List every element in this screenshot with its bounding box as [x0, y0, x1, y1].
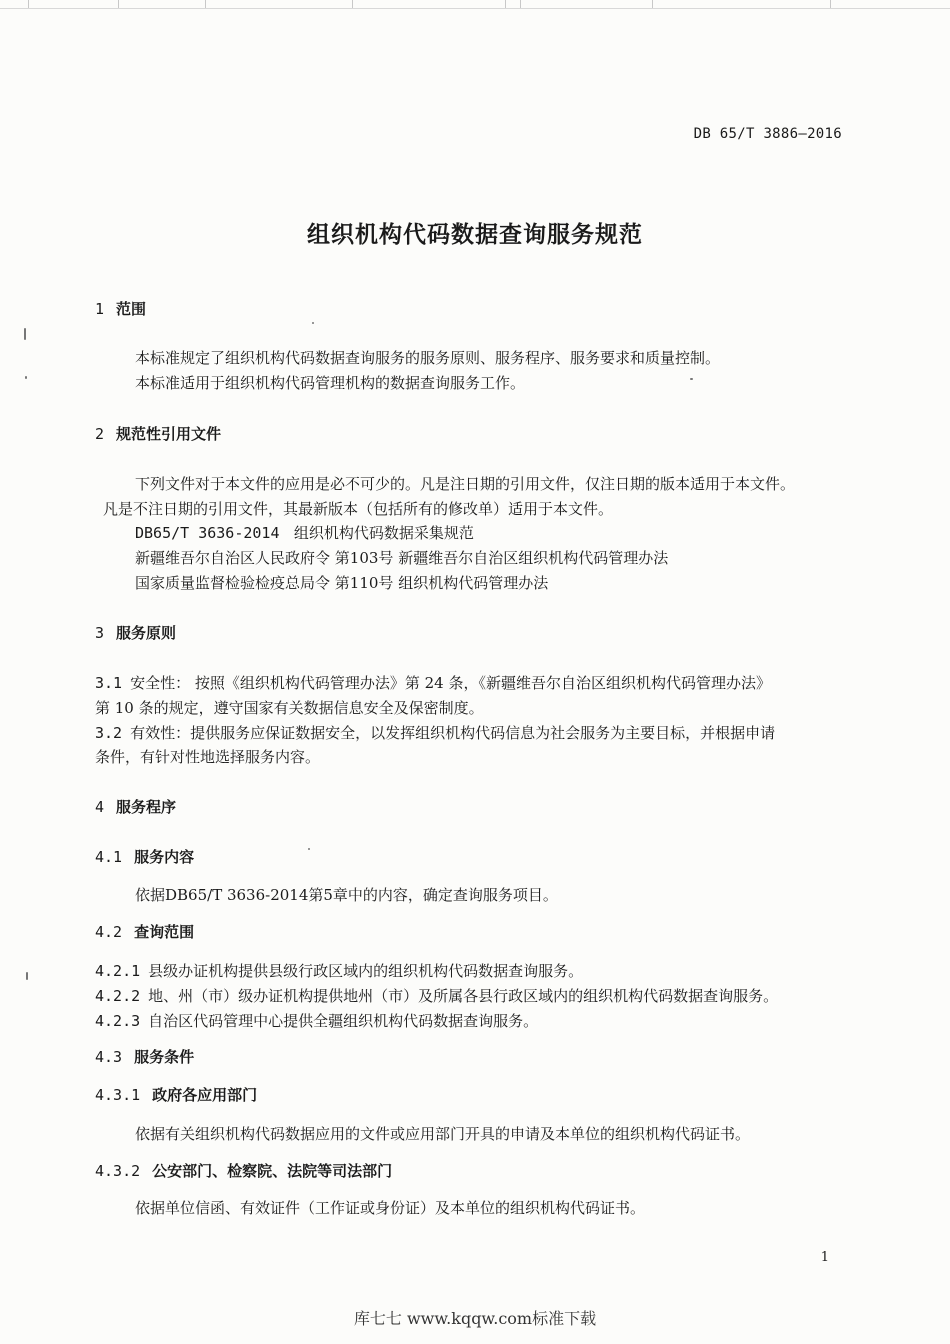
section-1-paragraph-1: 本标准规定了组织机构代码数据查询服务的服务原则、服务程序、服务要求和质量控制。 — [135, 349, 721, 367]
page-title: 组织机构代码数据查询服务规范 — [307, 222, 643, 248]
scan-speck — [312, 322, 314, 324]
clause-4-2-1: 4.2.1 县级办证机构提供县级行政区域内的组织机构代码数据查询服务。 — [95, 962, 584, 980]
subsection-4-3-1-heading: 4.3.1 政府各应用部门 — [95, 1086, 258, 1104]
section-1-heading: 1 范围 — [95, 300, 147, 318]
clause-3-1-line-2: 第 10 条的规定，遵守国家有关数据信息安全及保密制度。 — [95, 699, 484, 717]
watermark-footer: 库七七 www.kqqw.com标准下载 — [353, 1309, 597, 1328]
page-number: 1 — [820, 1250, 829, 1265]
section-4-heading: 4 服务程序 — [95, 798, 177, 816]
subsection-4-3-2-heading: 4.3.2 公安部门、检察院、法院等司法部门 — [95, 1162, 393, 1180]
clause-3-2-line-2: 条件，有针对性地选择服务内容。 — [95, 748, 321, 766]
reference-item: 新疆维吾尔自治区人民政府令 第103号 新疆维吾尔自治区组织机构代码管理办法 — [135, 549, 669, 567]
reference-item: 国家质量监督检验检疫总局令 第110号 组织机构代码管理办法 — [135, 574, 549, 592]
scan-speck — [25, 376, 27, 379]
clause-3-2-line-1: 3.2 有效性：提供服务应保证数据安全，以发挥组织机构代码信息为社会服务为主要目标，并根据申请 — [95, 724, 776, 742]
subsection-4-3-2-paragraph: 依据单位信函、有效证件（工作证或身份证）及本单位的组织机构代码证书。 — [135, 1199, 646, 1217]
clause-3-1-line-1: 3.1 安全性： 按照《组织机构代码管理办法》第 24 条，《新疆维吾尔自治区组织机构代码管理办法》 — [95, 674, 771, 692]
subsection-4-1-heading: 4.1 服务内容 — [95, 848, 195, 866]
subsection-4-3-1-paragraph: 依据有关组织机构代码数据应用的文件或应用部门开具的申请及本单位的组织机构代码证书。 — [135, 1125, 751, 1143]
scan-speck — [24, 328, 26, 340]
section-2-heading: 2 规范性引用文件 — [95, 425, 222, 443]
scan-speck — [26, 972, 28, 980]
scan-speck — [690, 378, 693, 380]
top-scan-border — [0, 0, 950, 9]
clause-4-2-3: 4.2.3 自治区代码管理中心提供全疆组织机构代码数据查询服务。 — [95, 1012, 539, 1030]
subsection-4-2-heading: 4.2 查询范围 — [95, 923, 195, 941]
section-2-paragraph-line-1: 下列文件对于本文件的应用是必不可少的。凡是注日期的引用文件，仅注日期的版本适用于本文件。 — [135, 475, 796, 493]
clause-4-2-2: 4.2.2 地、州（市）级办证机构提供地州（市）及所属各县行政区域内的组织机构代码数据查询服务。 — [95, 987, 779, 1005]
subsection-4-3-heading: 4.3 服务条件 — [95, 1048, 195, 1066]
scan-speck — [308, 848, 310, 850]
reference-item: DB65/T 3636-2014 组织机构代码数据采集规范 — [135, 524, 474, 542]
subsection-4-1-paragraph: 依据DB65/T 3636-2014第5章中的内容，确定查询服务项目。 — [135, 886, 558, 904]
section-2-paragraph-line-2: 凡是不注日期的引用文件，其最新版本（包括所有的修改单）适用于本文件。 — [103, 500, 614, 518]
section-3-heading: 3 服务原则 — [95, 624, 177, 642]
section-1-paragraph-2: 本标准适用于组织机构代码管理机构的数据查询服务工作。 — [135, 374, 526, 392]
document-code: DB 65/T 3886—2016 — [693, 126, 842, 142]
